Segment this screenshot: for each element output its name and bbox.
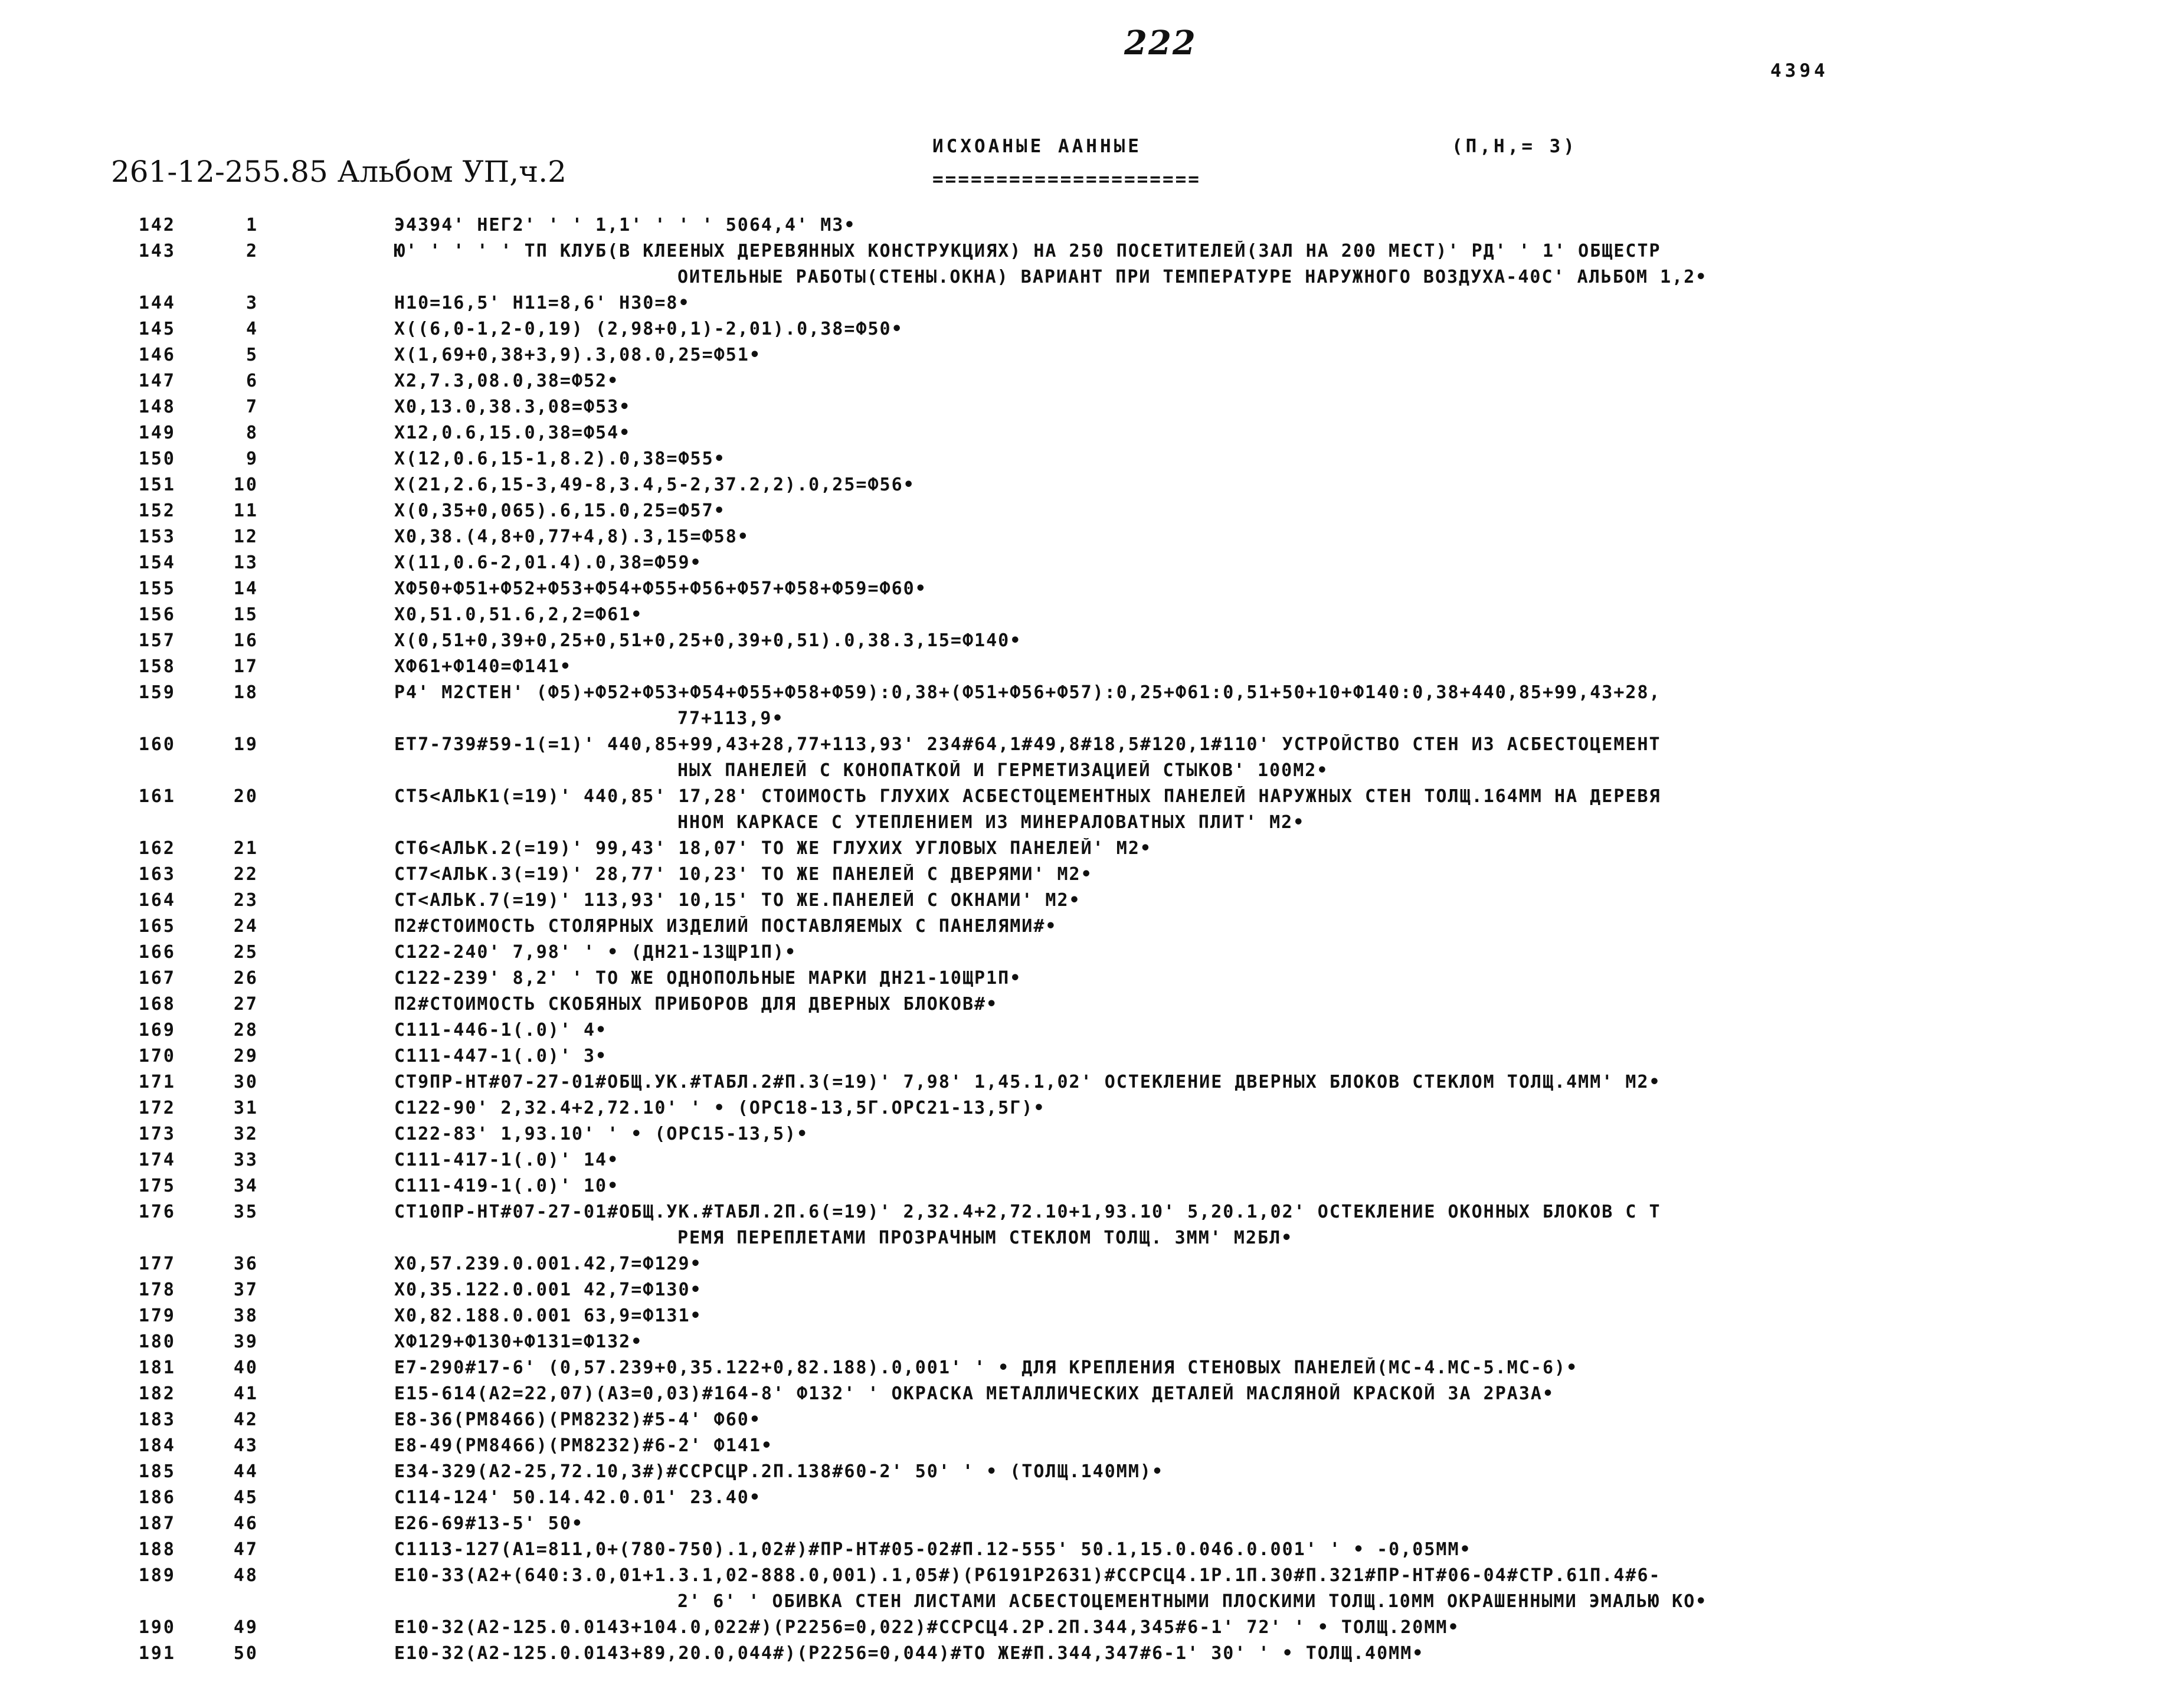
- statement-number: 45: [233, 1487, 258, 1508]
- line-number: 156: [138, 604, 176, 625]
- statement-text: Е34-329(А2-25,72.10,3#)#ССРСЦР.2П.138#60-2' 50' ' • (ТОЛЩ.140ММ)•: [394, 1461, 1164, 1482]
- statement-number: 18: [233, 682, 258, 703]
- statement-number: 42: [233, 1409, 258, 1430]
- statement-text: Х(0,51+0,39+0,25+0,51+0,25+0,39+0,51).0,38.3,15=Ф140•: [394, 630, 1022, 651]
- listing-row: [111, 1020, 2082, 1046]
- statement-text: Е10-32(А2-125.0.0143+89,20.0,044#)(Р2256=0,044)#ТО ЖЕ#П.344,347#6-1' 30' ' • ТОЛЩ.40ММ•: [394, 1643, 1425, 1664]
- line-number: 153: [138, 526, 176, 547]
- line-number: 177: [138, 1254, 176, 1274]
- statement-number: 19: [233, 734, 258, 755]
- statement-text: Е8-49(РМ8466)(РМ8232)#6-2' Ф141•: [394, 1435, 773, 1456]
- line-number: 183: [138, 1409, 176, 1430]
- line-number: 167: [138, 968, 176, 989]
- statement-text: Р4' М2СТЕН' (Ф5)+Ф52+Ф53+Ф54+Ф55+Ф58+Ф59):0,38+(Ф51+Ф56+Ф57):0,25+Ф61:0,51+50+10+Ф140:0,38+440,85+99,43+28,: [394, 682, 1661, 703]
- statement-continuation: РЕМЯ ПЕРЕПЛЕТАМИ ПРОЗРАЧНЫМ СТЕКЛОМ ТОЛЩ. 3ММ' М2БЛ•: [677, 1228, 1294, 1248]
- line-number: 172: [138, 1098, 176, 1118]
- line-number: 164: [138, 890, 176, 911]
- statement-number: 50: [233, 1643, 258, 1664]
- listing-row: [111, 475, 2082, 500]
- line-number: 187: [138, 1513, 176, 1534]
- statement-number: 21: [233, 838, 258, 859]
- line-number: 160: [138, 734, 176, 755]
- statement-text: П2#СТОИМОСТЬ СТОЛЯРНЫХ ИЗДЕЛИЙ ПОСТАВЛЯЕМЫХ С ПАНЕЛЯМИ#•: [394, 916, 1057, 937]
- listing-row: [111, 838, 2082, 864]
- statement-number: 29: [233, 1046, 258, 1066]
- line-number: 152: [138, 500, 176, 521]
- listing-row: [111, 526, 2082, 552]
- line-number: 159: [138, 682, 176, 703]
- statement-text: С111-417-1(.0)' 14•: [394, 1150, 620, 1170]
- listing-row: [111, 682, 2082, 708]
- statement-continuation-row: [111, 812, 2082, 838]
- listing-row: [111, 1331, 2082, 1357]
- statement-text: ХФ129+Ф130+Ф131=Ф132•: [394, 1331, 643, 1352]
- statement-text: Х(12,0.6,15-1,8.2).0,38=Ф55•: [394, 449, 726, 469]
- listing-row: [111, 500, 2082, 526]
- statement-continuation: НЫХ ПАНЕЛЕЙ С КОНОПАТКОЙ И ГЕРМЕТИЗАЦИЕЙ СТЫКОВ' 100М2•: [677, 760, 1329, 781]
- listing-row: [111, 1046, 2082, 1072]
- statement-text: ХФ50+Ф51+Ф52+Ф53+Ф54+Ф55+Ф56+Ф57+Ф58+Ф59=Ф60•: [394, 578, 927, 599]
- listing-row: [111, 1643, 2082, 1669]
- statement-text: Х(0,35+0,065).6,15.0,25=Ф57•: [394, 500, 726, 521]
- line-number: 149: [138, 423, 176, 443]
- statement-number: 25: [233, 942, 258, 963]
- listing-row: [111, 1072, 2082, 1098]
- statement-number: 30: [233, 1072, 258, 1092]
- statement-text: Ю' ' ' ' ' ТП КЛУБ(В КЛЕЕНЫХ ДЕРЕВЯННЫХ КОНСТРУКЦИЯХ) НА 250 ПОСЕТИТЕЛЕЙ(ЗАЛ НА 200 МЕСТ)' РД' ' 1' ОБЩЕСТР: [394, 241, 1661, 261]
- statement-text: Х(1,69+0,38+3,9).3,08.0,25=Ф51•: [394, 345, 761, 365]
- listing-row: [111, 630, 2082, 656]
- statement-text: Х(11,0.6-2,01.4).0,38=Ф59•: [394, 552, 702, 573]
- listing-row: [111, 1461, 2082, 1487]
- listing-row: [111, 1124, 2082, 1150]
- line-number: 173: [138, 1124, 176, 1144]
- statement-text: СТ5<АЛЬК1(=19)' 440,85' 17,28' СТОИМОСТЬ ГЛУХИХ АСБЕСТОЦЕМЕНТНЫХ ПАНЕЛЕЙ НАРУЖНЫХ СТЕН ТОЛЩ.164ММ НА ДЕРЕВЯ: [394, 786, 1661, 807]
- statement-number: 43: [233, 1435, 258, 1456]
- listing-row: [111, 397, 2082, 423]
- statement-number: 6: [245, 371, 258, 391]
- listing-row: [111, 942, 2082, 968]
- listing-row: [111, 578, 2082, 604]
- statement-number: 3: [245, 293, 258, 313]
- listing-row: [111, 656, 2082, 682]
- line-number: 145: [138, 319, 176, 339]
- line-number: 171: [138, 1072, 176, 1092]
- statement-number: 22: [233, 864, 258, 885]
- statement-text: Х0,51.0,51.6,2,2=Ф61•: [394, 604, 643, 625]
- line-number: 154: [138, 552, 176, 573]
- statement-number: 34: [233, 1176, 258, 1196]
- statement-number: 26: [233, 968, 258, 989]
- line-number: 151: [138, 475, 176, 495]
- listing-row: [111, 916, 2082, 942]
- statement-continuation-row: [111, 267, 2082, 293]
- statement-number: 11: [233, 500, 258, 521]
- statement-text: Х0,57.239.0.001.42,7=Ф129•: [394, 1254, 702, 1274]
- listing-row: [111, 1539, 2082, 1565]
- line-number: 178: [138, 1280, 176, 1300]
- statement-text: С122-83' 1,93.10' ' • (ОРС15-13,5)•: [394, 1124, 809, 1144]
- statement-text: С122-240' 7,98' ' • (ДН21-13ЩР1П)•: [394, 942, 797, 963]
- listing-row: [111, 449, 2082, 475]
- line-number: 165: [138, 916, 176, 937]
- statement-number: 17: [233, 656, 258, 677]
- line-number: 148: [138, 397, 176, 417]
- statement-text: СТ6<АЛЬК.2(=19)' 99,43' 18,07' ТО ЖЕ ГЛУХИХ УГЛОВЫХ ПАНЕЛЕЙ' М2•: [394, 838, 1152, 859]
- statement-number: 41: [233, 1383, 258, 1404]
- statement-continuation-row: [111, 1228, 2082, 1254]
- statement-text: С122-90' 2,32.4+2,72.10' ' • (ОРС18-13,5Г.ОРС21-13,5Г)•: [394, 1098, 1046, 1118]
- listing-row: [111, 968, 2082, 994]
- statement-text: Е15-614(А2=22,07)(А3=0,03)#164-8' Ф132' ' ОКРАСКА МЕТАЛЛИЧЕСКИХ ДЕТАЛЕЙ МАСЛЯНОЙ КРАСКОЙ ЗА 2РАЗА•: [394, 1383, 1555, 1404]
- page-reference: (П,Н,= 3): [1452, 136, 1577, 157]
- line-number: 181: [138, 1357, 176, 1378]
- statement-number: 5: [245, 345, 258, 365]
- statement-number: 49: [233, 1617, 258, 1638]
- statement-text: Х0,82.188.0.001 63,9=Ф131•: [394, 1305, 702, 1326]
- listing-row: [111, 345, 2082, 371]
- listing-row: [111, 994, 2082, 1020]
- listing-row: [111, 1176, 2082, 1202]
- listing-row: [111, 1565, 2082, 1591]
- listing-row: [111, 1435, 2082, 1461]
- line-number: 144: [138, 293, 176, 313]
- listing-row: [111, 734, 2082, 760]
- statement-text: ЕТ7-739#59-1(=1)' 440,85+99,43+28,77+113,93' 234#64,1#49,8#18,5#120,1#110' УСТРОЙСТВО СТЕН ИЗ АСБЕСТОЦЕМЕНТ: [394, 734, 1661, 755]
- album-reference: 261-12-255.85 Альбом УП,ч.2: [111, 155, 567, 189]
- statement-text: ХФ61+Ф140=Ф141•: [394, 656, 572, 677]
- statement-text: СТ9ПР-НТ#07-27-01#ОБЩ.УК.#ТАБЛ.2#П.3(=19)' 7,98' 1,45.1,02' ОСТЕКЛЕНИЕ ДВЕРНЫХ БЛОКОВ СТЕКЛОМ ТОЛЩ.4ММ' М2•: [394, 1072, 1661, 1092]
- line-number: 190: [138, 1617, 176, 1638]
- statement-number: 36: [233, 1254, 258, 1274]
- listing-row: [111, 1617, 2082, 1643]
- statement-text: СТ<АЛЬК.7(=19)' 113,93' 10,15' ТО ЖЕ.ПАНЕЛЕЙ С ОКНАМИ' М2•: [394, 890, 1081, 911]
- statement-number: 2: [245, 241, 258, 261]
- statement-number: 37: [233, 1280, 258, 1300]
- statement-number: 23: [233, 890, 258, 911]
- statement-text: Е10-32(А2-125.0.0143+104.0,022#)(Р2256=0,022)#ССРСЦ4.2Р.2П.344,345#6-1' 72' ' • ТОЛЩ.20ММ•: [394, 1617, 1460, 1638]
- statement-text: С114-124' 50.14.42.0.01' 23.40•: [394, 1487, 761, 1508]
- statement-continuation-row: [111, 1591, 2082, 1617]
- line-number: 162: [138, 838, 176, 859]
- statement-text: Е8-36(РМ8466)(РМ8232)#5-4' Ф60•: [394, 1409, 761, 1430]
- listing-row: [111, 319, 2082, 345]
- listing-row: [111, 890, 2082, 916]
- statement-text: С111-419-1(.0)' 10•: [394, 1176, 620, 1196]
- statement-number: 8: [245, 423, 258, 443]
- line-number: 158: [138, 656, 176, 677]
- statement-text: Х((6,0-1,2-0,19) (2,98+0,1)-2,01).0,38=Ф50•: [394, 319, 903, 339]
- statement-number: 35: [233, 1202, 258, 1222]
- statement-number: 39: [233, 1331, 258, 1352]
- listing-row: [111, 1487, 2082, 1513]
- statement-number: 27: [233, 994, 258, 1015]
- statement-number: 15: [233, 604, 258, 625]
- statement-text: Х0,13.0,38.3,08=Ф53•: [394, 397, 631, 417]
- statement-number: 4: [245, 319, 258, 339]
- listing-row: [111, 786, 2082, 812]
- statement-number: 24: [233, 916, 258, 937]
- statement-number: 1: [245, 215, 258, 235]
- line-number: 150: [138, 449, 176, 469]
- statement-number: 44: [233, 1461, 258, 1482]
- statement-number: 7: [245, 397, 258, 417]
- statement-text: С122-239' 8,2' ' ТО ЖЕ ОДНОПОЛЬНЫЕ МАРКИ ДН21-10ЩР1П•: [394, 968, 1022, 989]
- statement-number: 12: [233, 526, 258, 547]
- statement-text: С111-446-1(.0)' 4•: [394, 1020, 608, 1040]
- line-number: 142: [138, 215, 176, 235]
- listing-row: [111, 1280, 2082, 1305]
- listing-row: [111, 1357, 2082, 1383]
- statement-continuation: ОИТЕЛЬНЫЕ РАБОТЫ(СТЕНЫ.ОКНА) ВАРИАНТ ПРИ ТЕМПЕРАТУРЕ НАРУЖНОГО ВОЗДУХА-40С' АЛЬБОМ 1,2•: [677, 267, 1708, 287]
- statement-text: Х(21,2.6,15-3,49-8,3.4,5-2,37.2,2).0,25=Ф56•: [394, 475, 915, 495]
- statement-text: Х0,38.(4,8+0,77+4,8).3,15=Ф58•: [394, 526, 749, 547]
- line-number: 163: [138, 864, 176, 885]
- line-number: 182: [138, 1383, 176, 1404]
- statement-text: СТ10ПР-НТ#07-27-01#ОБЩ.УК.#ТАБЛ.2П.6(=19)' 2,32.4+2,72.10+1,93.10' 5,20.1,02' ОСТЕКЛЕНИЕ ОКОННЫХ БЛОКОВ С Т: [394, 1202, 1661, 1222]
- line-number: 188: [138, 1539, 176, 1560]
- listing-row: [111, 293, 2082, 319]
- line-number: 174: [138, 1150, 176, 1170]
- listing-row: [111, 1202, 2082, 1228]
- line-number: 166: [138, 942, 176, 963]
- statement-number: 31: [233, 1098, 258, 1118]
- statement-number: 47: [233, 1539, 258, 1560]
- statement-text: Н10=16,5' Н11=8,6' Н30=8•: [394, 293, 690, 313]
- listing-row: [111, 1383, 2082, 1409]
- statement-text: Е7-290#17-6' (0,57.239+0,35.122+0,82.188).0,001' ' • ДЛЯ КРЕПЛЕНИЯ СТЕНОВЫХ ПАНЕЛЕЙ(МС-4.МС-5.МС-6)•: [394, 1357, 1579, 1378]
- listing-row: [111, 552, 2082, 578]
- line-number: 146: [138, 345, 176, 365]
- line-number: 191: [138, 1643, 176, 1664]
- line-number: 147: [138, 371, 176, 391]
- listing-row: [111, 864, 2082, 890]
- line-number: 184: [138, 1435, 176, 1456]
- statement-number: 48: [233, 1565, 258, 1586]
- statement-continuation: 77+113,9•: [677, 708, 784, 729]
- statement-number: 16: [233, 630, 258, 651]
- statement-continuation-row: [111, 708, 2082, 734]
- listing-row: [111, 1150, 2082, 1176]
- line-number: 175: [138, 1176, 176, 1196]
- listing-row: [111, 604, 2082, 630]
- listing-row: [111, 1098, 2082, 1124]
- statement-text: П2#СТОИМОСТЬ СКОБЯНЫХ ПРИБОРОВ ДЛЯ ДВЕРНЫХ БЛОКОВ#•: [394, 994, 998, 1015]
- line-number: 168: [138, 994, 176, 1015]
- listing-row: [111, 1513, 2082, 1539]
- statement-number: 20: [233, 786, 258, 807]
- line-number: 170: [138, 1046, 176, 1066]
- line-number: 185: [138, 1461, 176, 1482]
- listing-row: [111, 1409, 2082, 1435]
- statement-number: 10: [233, 475, 258, 495]
- statement-number: 38: [233, 1305, 258, 1326]
- statement-text: Х12,0.6,15.0,38=Ф54•: [394, 423, 631, 443]
- statement-text: Х0,35.122.0.001 42,7=Ф130•: [394, 1280, 702, 1300]
- line-number: 157: [138, 630, 176, 651]
- line-number: 180: [138, 1331, 176, 1352]
- statement-number: 40: [233, 1357, 258, 1378]
- statement-text: Е26-69#13-5' 50•: [394, 1513, 584, 1534]
- statement-text: С1113-127(А1=811,0+(780-750).1,02#)#ПР-НТ#05-02#П.12-555' 50.1,15.0.046.0.001' ' • -0,05ММ•: [394, 1539, 1472, 1560]
- listing-row: [111, 423, 2082, 449]
- statement-number: 28: [233, 1020, 258, 1040]
- line-number: 186: [138, 1487, 176, 1508]
- handwritten-page-number: 222: [1124, 24, 1197, 63]
- sheet-number: 4394: [1770, 60, 1829, 81]
- listing-row: [111, 371, 2082, 397]
- line-number: 189: [138, 1565, 176, 1586]
- line-number: 161: [138, 786, 176, 807]
- statement-number: 13: [233, 552, 258, 573]
- title-underline: =====================: [932, 169, 1201, 190]
- line-number: 176: [138, 1202, 176, 1222]
- line-number: 143: [138, 241, 176, 261]
- listing-row: [111, 215, 2082, 241]
- listing-row: [111, 1305, 2082, 1331]
- statement-text: СТ7<АЛЬК.3(=19)' 28,77' 10,23' ТО ЖЕ ПАНЕЛЕЙ С ДВЕРЯМИ' М2•: [394, 864, 1093, 885]
- statement-text: Э4394' НЕГ2' ' ' 1,1' ' ' ' 5064,4' М3•: [394, 215, 856, 235]
- line-number: 155: [138, 578, 176, 599]
- statement-number: 9: [245, 449, 258, 469]
- line-number: 169: [138, 1020, 176, 1040]
- page-title: ИСХОАНЫЕ ААННЫЕ: [932, 136, 1142, 157]
- statement-continuation-row: [111, 760, 2082, 786]
- listing: [111, 215, 2082, 1669]
- statement-text: Х2,7.3,08.0,38=Ф52•: [394, 371, 620, 391]
- statement-continuation: 2' 6' ' ОБИВКА СТЕН ЛИСТАМИ АСБЕСТОЦЕМЕНТНЫМИ ПЛОСКИМИ ТОЛЩ.10ММ ОКРАШЕННЫМИ ЭМАЛЬЮ КО•: [677, 1591, 1708, 1612]
- statement-number: 32: [233, 1124, 258, 1144]
- statement-continuation: ННОМ КАРКАСЕ С УТЕПЛЕНИЕМ ИЗ МИНЕРАЛОВАТНЫХ ПЛИТ' М2•: [677, 812, 1305, 833]
- listing-row: [111, 241, 2082, 267]
- statement-text: С111-447-1(.0)' 3•: [394, 1046, 608, 1066]
- statement-text: Е10-33(А2+(640:3.0,01+1.3.1,02-888.0,001).1,05#)(Р6191Р2631)#ССРСЦ4.1Р.1П.30#П.321#ПР-НТ#06-04#СТР.61П.4#6-: [394, 1565, 1661, 1586]
- statement-number: 33: [233, 1150, 258, 1170]
- line-number: 179: [138, 1305, 176, 1326]
- listing-row: [111, 1254, 2082, 1280]
- statement-number: 46: [233, 1513, 258, 1534]
- statement-number: 14: [233, 578, 258, 599]
